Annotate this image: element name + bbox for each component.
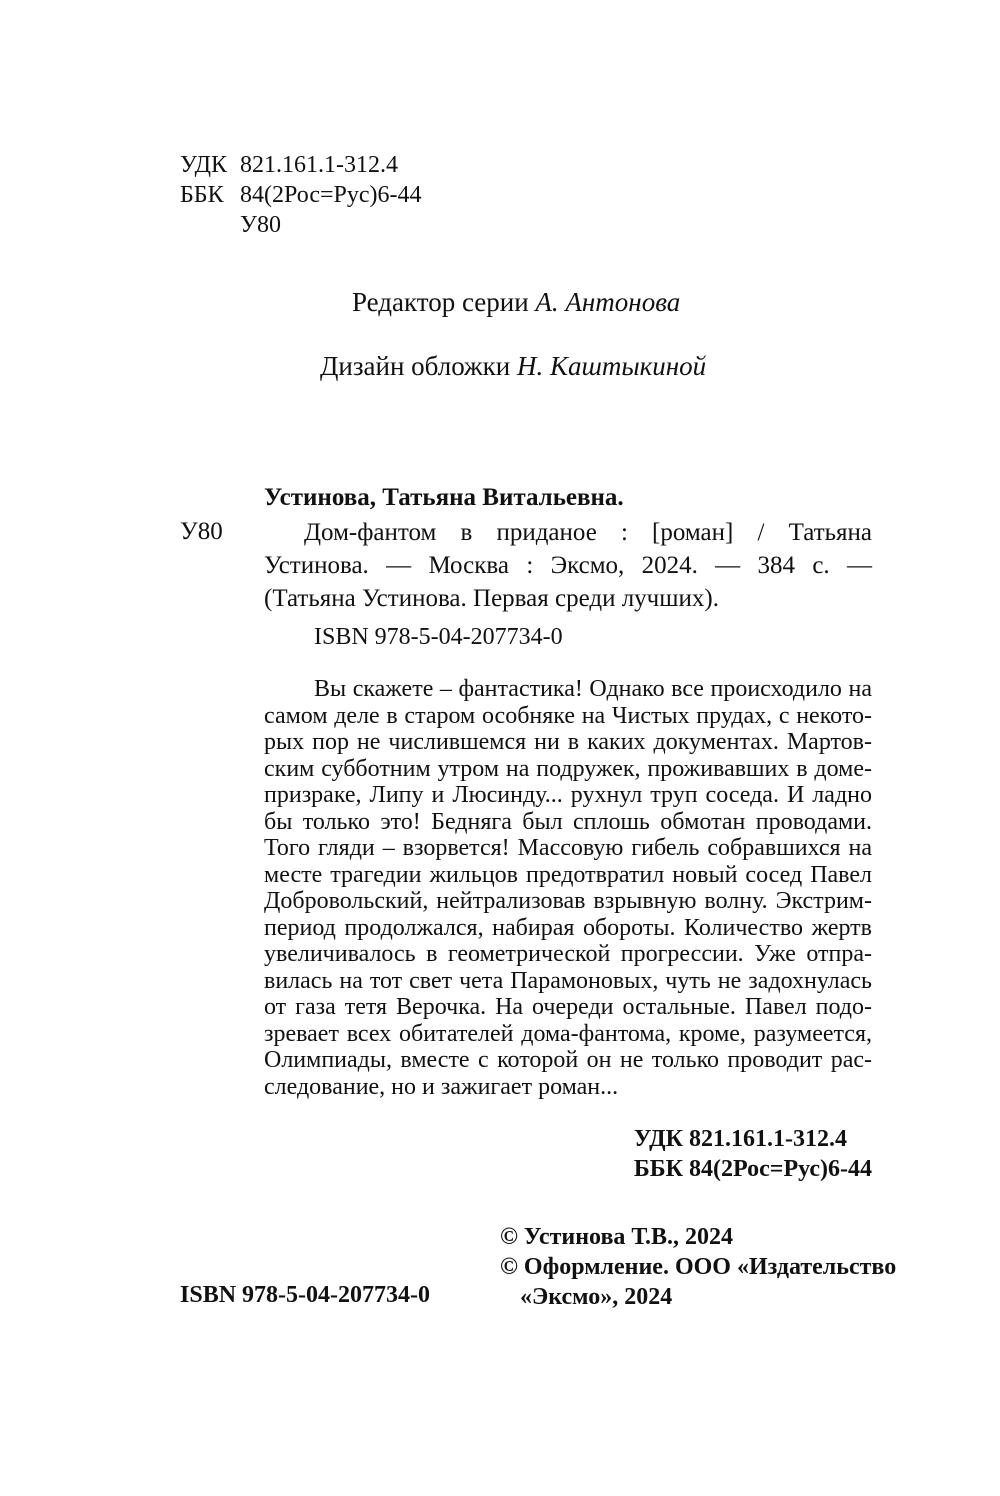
annotation-line: бы только это! Бедняга был сплошь обмотан проводами. bbox=[264, 808, 872, 835]
cover-design bbox=[320, 350, 706, 383]
annotation-line: Вы скажете – фантастика! Однако все происходило на bbox=[314, 676, 872, 702]
bbk-bold: ББК 84(2Рос=Рус)6-44 bbox=[633, 1156, 872, 1182]
annotation-line: вилась на тот свет чета Парамоновых, чуть не задохнулась bbox=[264, 967, 872, 994]
editor-name: А. Антонова bbox=[535, 287, 681, 317]
designer-name: Н. Каштыкиной bbox=[517, 351, 707, 381]
udk-bold: УДК 821.161.1-312.4 bbox=[633, 1126, 848, 1152]
bbk-line bbox=[180, 180, 422, 210]
bbk-label: ББК bbox=[180, 182, 224, 208]
bib-line: Дом-фантом в приданое : [роман] / Татьяна bbox=[304, 519, 872, 546]
copyright-design: © Оформление. ООО «Издательство bbox=[500, 1254, 897, 1280]
bbk-value: 84(2Рос=Рус)6-44 bbox=[240, 182, 422, 208]
annotation-line: увеличивалось в геометрической прогрессии. Уже отпра- bbox=[264, 941, 872, 967]
design-label: Дизайн обложки bbox=[320, 351, 511, 381]
series-editor bbox=[352, 286, 680, 319]
annotation-line: призраке, Липу и Люсинду... рухнул труп соседа. И ладно bbox=[264, 782, 872, 808]
bib-line: Устинова. — Москва : Эксмо, 2024. — 384 с. — bbox=[264, 552, 872, 579]
annotation-line: рых пор не числившемся ни в каких документах. Мартов- bbox=[264, 729, 872, 755]
annotation-line: Олимпиады, вместе с которой он не только проводит рас- bbox=[264, 1047, 872, 1073]
udk-label: УДК bbox=[180, 152, 227, 178]
isbn-record: ISBN 978-5-04-207734-0 bbox=[314, 624, 563, 650]
annotation-line: следование, но и зажигает роман... bbox=[264, 1073, 619, 1100]
udk-line bbox=[180, 150, 398, 180]
author-mark-record: У80 bbox=[180, 518, 223, 545]
author-heading: Устинова, Татьяна Витальевна. bbox=[264, 484, 624, 511]
annotation-line: месте трагедии жильцов предотвратил новый сосед Павел bbox=[264, 861, 872, 888]
annotation-line: ским субботним утром на подружек, проживавших в доме- bbox=[264, 755, 872, 782]
bibliographic-description bbox=[264, 516, 872, 615]
editor-label: Редактор серии bbox=[352, 287, 529, 317]
annotation-line: от газа тетя Верочка. На очереди остальные. Павел подо- bbox=[264, 994, 872, 1020]
annotation-line: зревает всех обитателей дома-фантома, кроме, разумеется, bbox=[264, 1020, 872, 1047]
bib-line: (Татьяна Устинова. Первая среди лучших). bbox=[264, 585, 719, 612]
copyright-publisher: «Эксмо», 2024 bbox=[520, 1284, 673, 1310]
annotation-line: период продолжался, набирая обороты. Количество жертв bbox=[264, 914, 872, 941]
udk-value: 821.161.1-312.4 bbox=[240, 152, 398, 178]
annotation bbox=[264, 676, 872, 1100]
copyright-author: © Устинова Т.В., 2024 bbox=[500, 1224, 734, 1250]
annotation-line: самом деле в старом особняке на Чистых прудах, с некото- bbox=[264, 702, 872, 729]
copyright-block bbox=[500, 1222, 896, 1312]
annotation-line: Того гляди – взорвется! Массовую гибель собравшихся на bbox=[264, 835, 872, 861]
isbn-bottom: ISBN 978-5-04-207734-0 bbox=[180, 1282, 430, 1308]
author-mark-top: У80 bbox=[240, 212, 281, 238]
codes-bold bbox=[634, 1124, 872, 1184]
annotation-line: Добровольский, нейтрализовав взрывную волну. Экстрим- bbox=[264, 888, 872, 914]
